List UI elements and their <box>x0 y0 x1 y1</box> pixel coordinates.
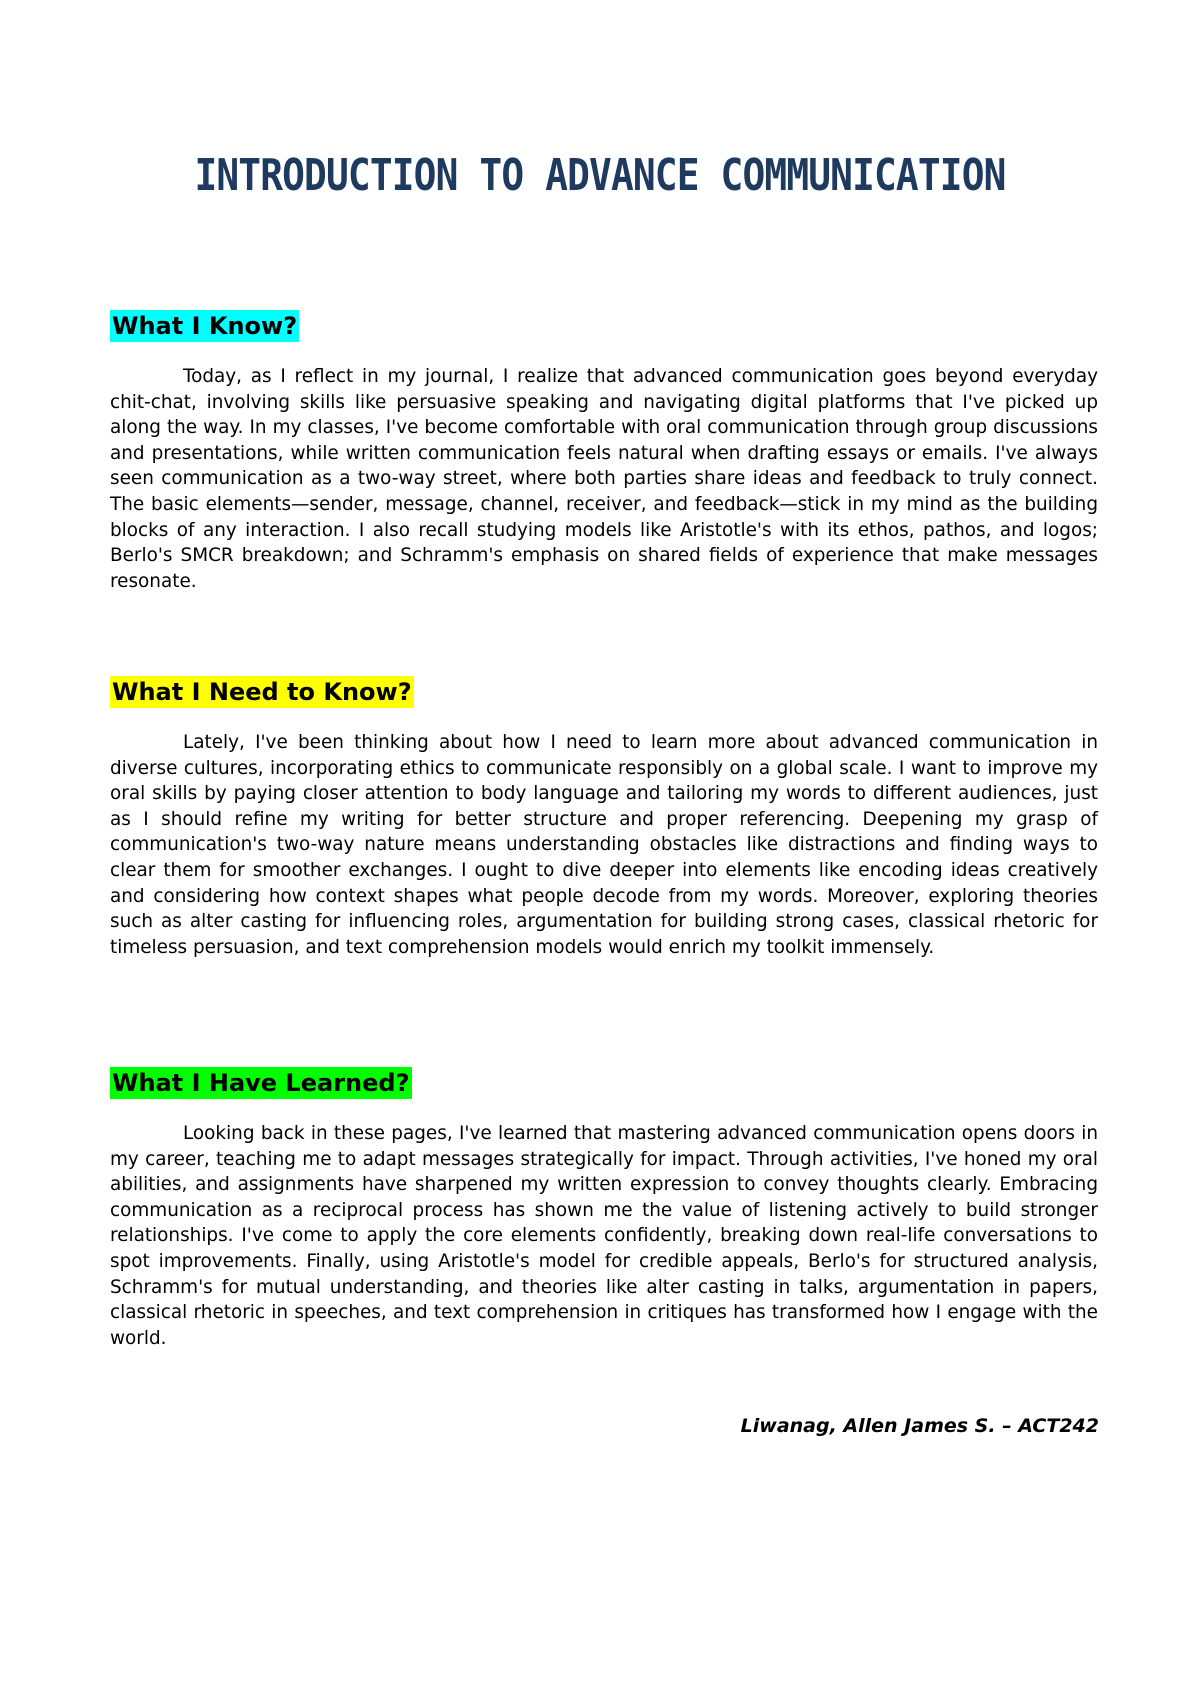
section-what-i-know <box>110 310 1098 613</box>
section-what-i-have-learned <box>110 1067 1098 1370</box>
section-body: Today, as I reflect in my journal, I realize that advanced communication goes beyond everyday chit-chat, involving skills like persuasive speaking and navigating digital platforms that I've picked up along the way. In my classes, I've become comfortable with oral communication through group discussions and presentations, while written communication feels natural when drafting essays or emails. I've always seen communication as a two-way street, where both parties share ideas and feedback to truly connect. The basic elements—sender, message, channel, receiver, and feedback—stick in my mind as the building blocks of any interaction. I also recall studying models like Aristotle's with its ethos, pathos, and logos; Berlo's SMCR breakdown; and Schramm's emphasis on shared fields of experience that make messages resonate. <box>110 366 1098 592</box>
section-body: Looking back in these pages, I've learned that mastering advanced communication opens doors in my career, teaching me to adapt messages strategically for impact. Through activities, I've honed my oral abilities, and assignments have sharpened my written expression to convey thoughts clearly. Embracing communication as a reciprocal process has shown me the value of listening actively to build stronger relationships. I've come to apply the core elements confidently, breaking down real-life conversations to spot improvements. Finally, using Aristotle's model for credible appeals, Berlo's for structured analysis, Schramm's for mutual understanding, and theories like alter casting in talks, argumentation in papers, classical rhetoric in speeches, and text comprehension in critiques has transformed how I engage with the world. <box>110 1123 1098 1349</box>
section-heading: What I Need to Know? <box>112 678 412 706</box>
section-heading: What I Have Learned? <box>112 1069 410 1097</box>
section-what-i-need-to-know <box>110 676 1098 979</box>
section-body: Lately, I've been thinking about how I need to learn more about advanced communication in diverse cultures, incorporating ethics to communicate responsibly on a global scale. I want to improve my oral skills by paying closer attention to body language and tailoring my words to different audiences, just as I should refine my writing for better structure and proper referencing. Deepening my grasp of communication's two-way nature means understanding obstacles like distractions and finding ways to clear them for smoother exchanges. I ought to dive deeper into elements like encoding ideas creatively and considering how context shapes what people decode from my words. Moreover, exploring theories such as alter casting for influencing roles, argumentation for building strong cases, classical rhetoric for timeless persuasion, and text comprehension models would enrich my toolkit immensely. <box>110 732 1098 958</box>
page-title: INTRODUCTION TO ADVANCE COMMUNICATION <box>194 150 1006 201</box>
author-signature: Liwanag, Allen James S. – ACT242 <box>740 1415 1099 1437</box>
section-heading: What I Know? <box>112 312 298 340</box>
